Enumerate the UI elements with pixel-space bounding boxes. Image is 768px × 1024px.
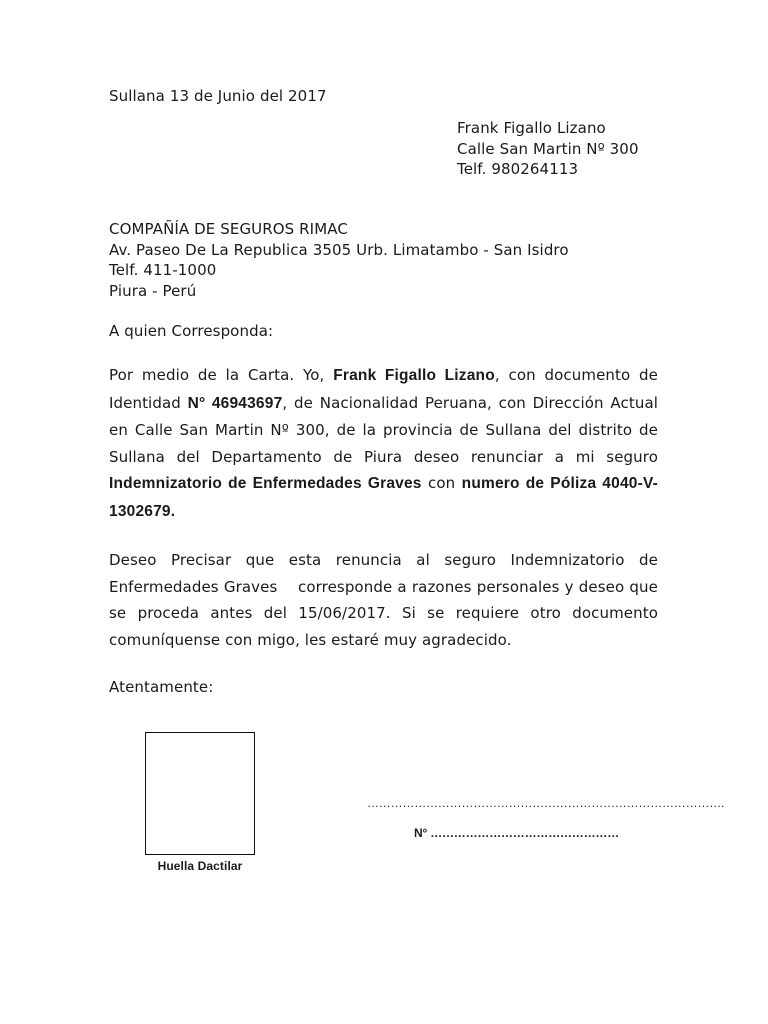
greeting: A quien Corresponda:	[109, 322, 274, 340]
paragraph-declaration	[109, 362, 658, 526]
recipient-phone: Telf. 411-1000	[109, 261, 217, 279]
signature-id-line: N° …………………………………………	[414, 826, 619, 840]
declarant-name: Frank Figallo Lizano	[333, 367, 495, 384]
fingerprint-box	[145, 732, 255, 855]
recipient-address: Av. Paseo De La Republica 3505 Urb. Limatambo - San Isidro	[109, 240, 569, 259]
signature-line: ……………………………………………………………………………….	[367, 796, 725, 810]
declaration-text-3: , de Nacionalidad Peruana, con Dirección Actual en Calle San Martin Nº 300, de la provincia de Sullana del distrito de Sullana del Departamento de Piura deseo renunciar a mi seguro	[109, 393, 658, 466]
letter-date: Sullana 13 de Junio del 2017	[109, 87, 327, 105]
sender-phone: Telf. 980264113	[457, 160, 579, 178]
declaration-text-4: con	[421, 474, 462, 493]
recipient-block	[109, 219, 569, 301]
recipient-city: Piura - Perú	[109, 281, 197, 300]
paragraph-request: Deseo Precisar que esta renuncia al seguro Indemnizatorio de Enfermedades Graves corresponde a razones personales y deseo que se proceda antes del 15/06/2017. Si se requiere otro documento comuníquense con migo, les estaré muy agradecido.	[109, 551, 663, 649]
declaration-text-1: Por medio de la Carta. Yo,	[109, 366, 334, 384]
sender-block	[457, 118, 639, 180]
sender-address: Calle San Martin Nº 300	[457, 139, 639, 158]
insurance-name: Indemnizatorio de Enfermedades Graves	[109, 475, 422, 493]
id-number: N° 46943697	[187, 394, 283, 412]
declaration-text-2: , con documento de Identidad	[109, 366, 658, 412]
fingerprint-label: Huella Dactilar	[157, 859, 243, 873]
sender-name: Frank Figallo Lizano	[457, 119, 606, 137]
recipient-company: COMPAÑÍA DE SEGUROS RIMAC	[109, 220, 348, 238]
closing: Atentamente:	[109, 678, 214, 696]
policy-number: numero de Póliza 4040-V-1302679.	[109, 475, 658, 520]
